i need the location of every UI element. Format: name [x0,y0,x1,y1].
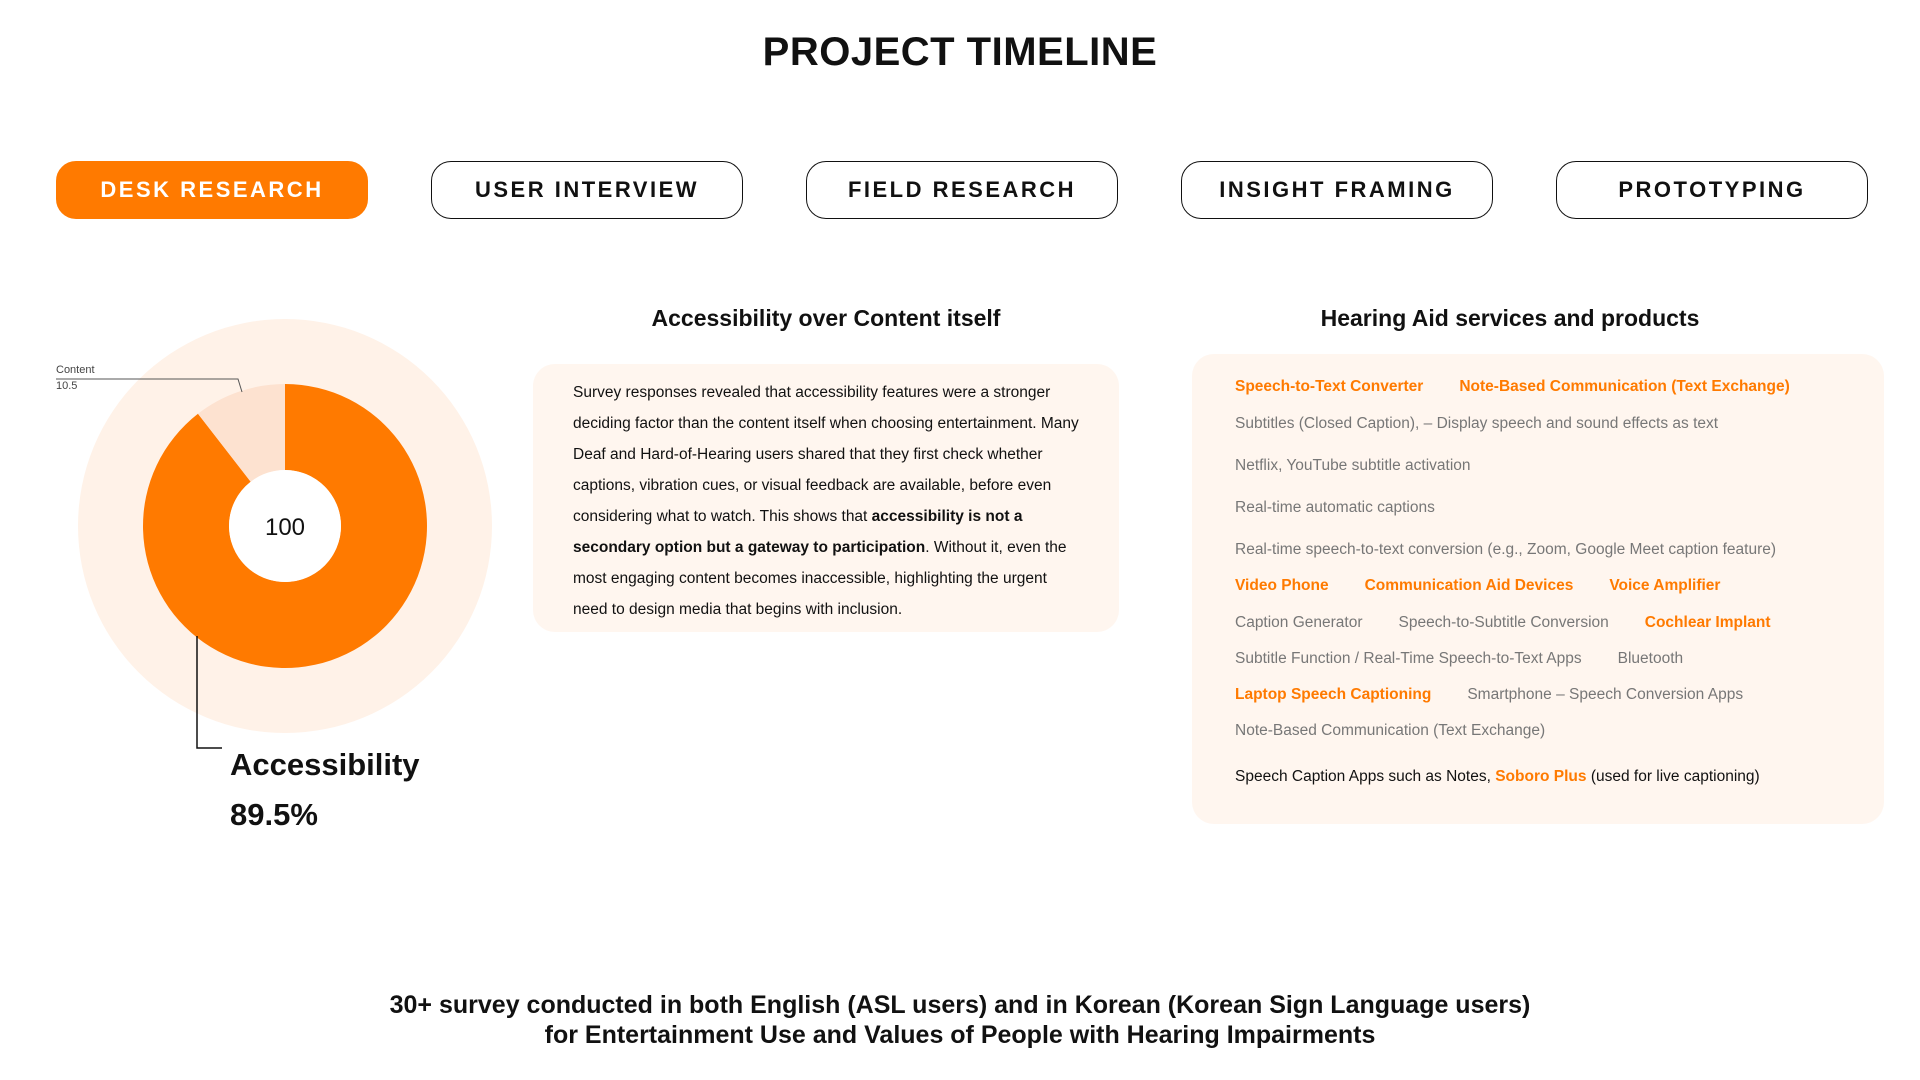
accessibility-label-value: 89.5% [230,797,318,832]
list-item: Real-time speech-to-text conversion (e.g., Zoom, Google Meet caption feature) [1235,541,1777,558]
donut-chart-area [40,300,520,860]
survey-summary-card [533,364,1119,632]
hearing-aid-row [1235,415,1754,433]
bottom-caption-line2: for Entertainment Use and Values of People with Hearing Impairments [544,1021,1376,1049]
page-title: PROJECT TIMELINE [762,30,1158,74]
hearing-aid-last-row [1235,768,1760,786]
survey-summary-text [573,377,1079,625]
list-item: Speech-to-Subtitle Conversion [1398,614,1609,631]
highlighted-item: Voice Amplifier [1609,577,1721,594]
survey-text-part1: Survey responses revealed that accessibility features were a stronger deciding factor than the content itself when choosing entertainment. Many Deaf and Hard-of-Hearing users shared that they first check whether captions, vibration cues, or visual feedback are available, before even considering what to watch. This shows that [573,384,1079,525]
survey-text-bold: accessibility is not a secondary option but a gateway to participation [573,508,1023,556]
hearing-aid-row [1235,614,1807,632]
highlighted-item: Video Phone [1235,577,1329,594]
hearing-aid-card [1192,354,1884,824]
last-row-prefix: Speech Caption Apps such as Notes, [1235,768,1496,785]
highlighted-item: Communication Aid Devices [1364,577,1574,594]
list-item: Smartphone – Speech Conversion Apps [1467,686,1744,703]
tab-field-research[interactable]: FIELD RESEARCH [806,161,1118,219]
tab-user-interview[interactable]: USER INTERVIEW [431,161,743,219]
tab-prototyping[interactable]: PROTOTYPING [1556,161,1868,219]
list-item: Bluetooth [1617,650,1684,667]
survey-text-part2: . Without it, even the most engaging content becomes inaccessible, highlighting the urgent need to design media that begins with inclusion. [573,539,1067,618]
hearing-aid-row [1235,541,1812,559]
donut-center-value: 100 [264,514,306,541]
last-row-suffix: (used for live captioning) [1586,768,1760,785]
hearing-aid-row [1235,378,1826,396]
tab-desk-research[interactable]: DESK RESEARCH [56,161,368,219]
timeline-tabs [56,161,1866,221]
list-item: Caption Generator [1235,614,1363,631]
hearing-aid-row [1235,650,1719,668]
hearing-aid-row [1235,499,1471,517]
list-item: Subtitles (Closed Caption), – Display speech and sound effects as text [1235,415,1719,432]
highlighted-item: Cochlear Implant [1644,614,1771,631]
accessibility-label [230,740,420,840]
highlighted-item: Speech-to-Text Converter [1235,378,1424,395]
hearing-aid-row [1235,722,1581,740]
list-item: Real-time automatic captions [1235,499,1435,516]
list-item: Netflix, YouTube subtitle activation [1235,457,1471,474]
last-row-highlight: Soboro Plus [1495,768,1587,785]
bottom-caption-line1: 30+ survey conducted in both English (ASL users) and in Korean (Korean Sign Language users) [389,991,1531,1019]
highlighted-item: Note-Based Communication (Text Exchange) [1459,378,1790,395]
list-item: Subtitle Function / Real-Time Speech-to-Text Apps [1235,650,1582,667]
bottom-caption [0,990,1920,1050]
highlighted-item: Laptop Speech Captioning [1235,686,1432,703]
accessibility-label-name: Accessibility [230,747,420,782]
hearing-aid-row [1235,457,1507,475]
hearing-aid-row [1235,686,1779,704]
content-legend-name: Content [56,364,95,376]
hearing-aid-row [1235,577,1756,595]
hearing-aid-heading: Hearing Aid services and products [1320,305,1700,331]
content-legend-value: 10.5 [56,380,78,392]
tab-insight-framing[interactable]: INSIGHT FRAMING [1181,161,1493,219]
list-item: Note-Based Communication (Text Exchange) [1235,722,1546,739]
accessibility-heading: Accessibility over Content itself [651,305,1001,331]
